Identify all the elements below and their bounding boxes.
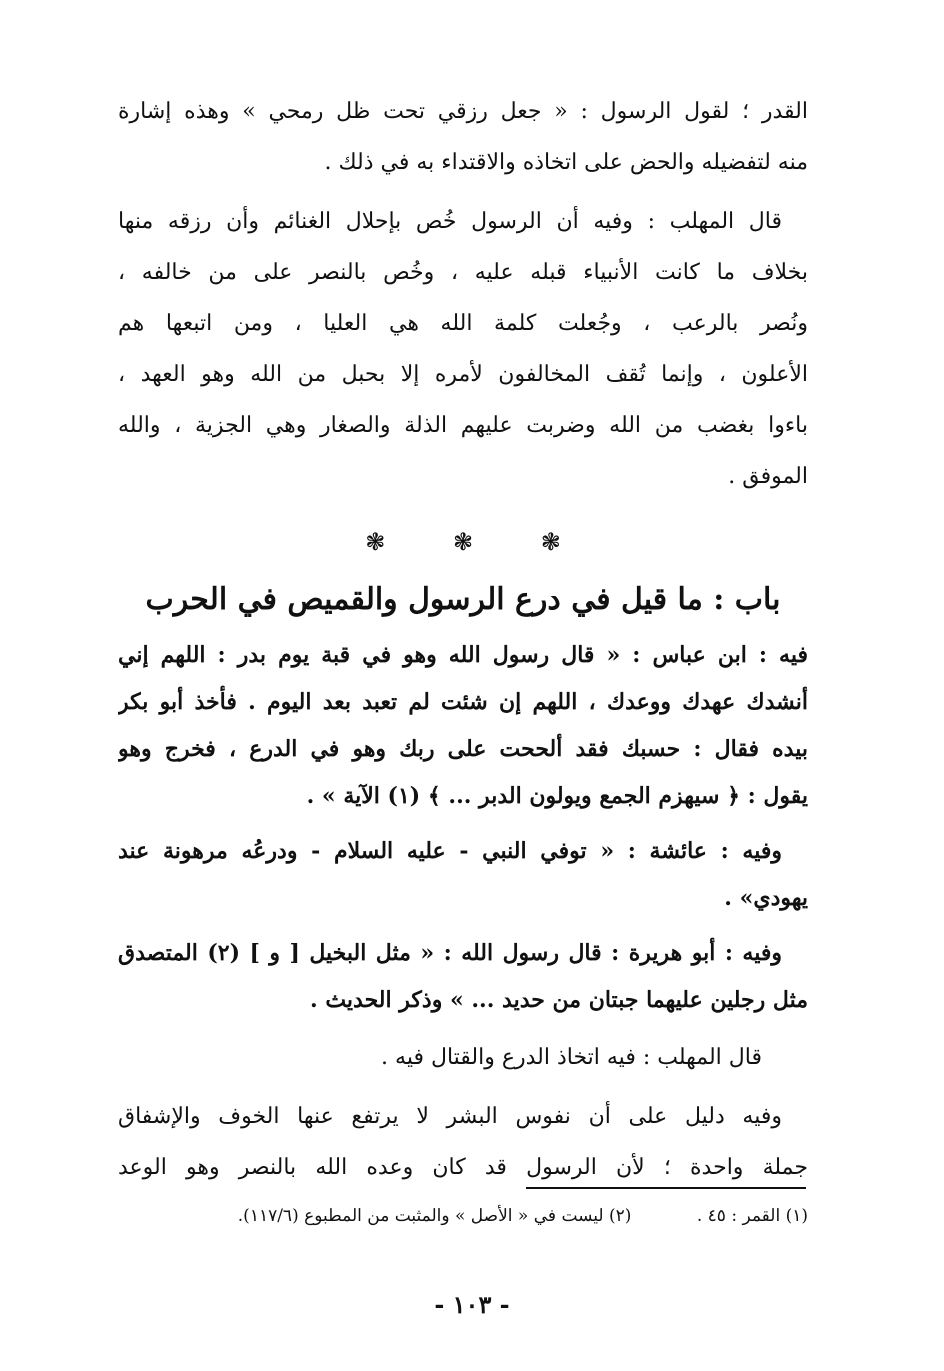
footnote-1: (١) القمر : ٤٥ . xyxy=(696,1206,808,1226)
text-line: وفيه دليل على أن نفوس البشر لا يرتفع عنها الخوف والإشفاق xyxy=(118,1104,782,1129)
star-ornament-icon: ❃ xyxy=(540,528,561,556)
section-heading: باب : ما قيل في درع الرسول والقميص في الحرب xyxy=(145,582,781,617)
star-ornament-icon: ❃ xyxy=(365,528,386,556)
paragraph-muhallab-armor xyxy=(118,1032,808,1083)
text-line: الموفق . xyxy=(728,464,808,489)
text-line: باءوا بغضب من الله وضربت عليهم الذلة والصغار وهي الجزية ، والله xyxy=(118,413,808,438)
text-line: قال المهلب : وفيه أن الرسول خُص بإحلال الغنائم وأن رزقه منها xyxy=(118,209,782,234)
text-line: أنشدك عهدك ووعدك ، اللهم إن شئت لم تعبد بعد اليوم . فأخذ أبو بكر xyxy=(118,689,808,715)
page-number: - ١٠٣ - xyxy=(434,1290,510,1319)
text-line: منه لتفضيله والحض على اتخاذه والاقتداء به في ذلك . xyxy=(324,150,808,175)
footnote-2: (٢) ليست في « الأصل » والمثبت من المطبوع (١١٧/٦). xyxy=(237,1206,632,1226)
text-line: فيه : ابن عباس : « قال رسول الله وهو في قبة يوم بدر : اللهم إني xyxy=(118,642,808,668)
text-line: وفيه : عائشة : « توفي النبي - عليه السلام - ودرعُه مرهونة عند xyxy=(118,838,782,864)
text-line: وفيه : أبو هريرة : قال رسول الله : « مثل البخيل [ و ] (٢) المتصدق xyxy=(118,940,782,966)
text-line: بخلاف ما كانت الأنبياء قبله عليه ، وخُص بالنصر على من خالفه ، xyxy=(118,260,808,285)
footnote-separator xyxy=(526,1187,806,1189)
paragraph-intro-continuation xyxy=(118,86,808,188)
hadith-abu-hurayra xyxy=(118,930,808,1024)
text-line: يقول : ﴿ سيهزم الجمع ويولون الدبر ... ﴾ (١) الآية » . xyxy=(306,783,808,809)
hadith-aisha xyxy=(118,828,808,922)
hadith-ibn-abbas xyxy=(118,632,808,820)
text-line: القدر ؛ لقول الرسول : « جعل رزقي تحت ظل رمحي » وهذه إشارة xyxy=(118,99,808,124)
text-line: الأعلون ، وإنما تُقف المخالفون لأمره إلا بحبل من الله وهو العهد ، xyxy=(118,362,808,387)
star-ornament-icon: ❃ xyxy=(452,528,474,556)
footnotes xyxy=(118,1200,808,1232)
text-line: قال المهلب : فيه اتخاذ الدرع والقتال فيه . xyxy=(381,1045,762,1070)
text-line: يهودي» . xyxy=(724,885,808,911)
text-line: مثل رجلين عليهما جبتان من حديد ... » وذكر الحديث . xyxy=(310,987,808,1013)
section-separator xyxy=(118,522,808,562)
text-line: جملة واحدة ؛ لأن الرسول قد كان وعده الله بالنصر وهو الوعد xyxy=(118,1155,808,1180)
text-line: بيده فقال : حسبك فقد ألححت على ربك وهو في الدرع ، فخرج وهو xyxy=(118,736,808,762)
paragraph-muhallab-commentary xyxy=(118,196,808,502)
paragraph-human-fear xyxy=(118,1091,808,1193)
text-line: ونُصر بالرعب ، وجُعلت كلمة الله هي العليا ، ومن اتبعها هم xyxy=(118,311,808,336)
page-body xyxy=(118,86,808,1193)
